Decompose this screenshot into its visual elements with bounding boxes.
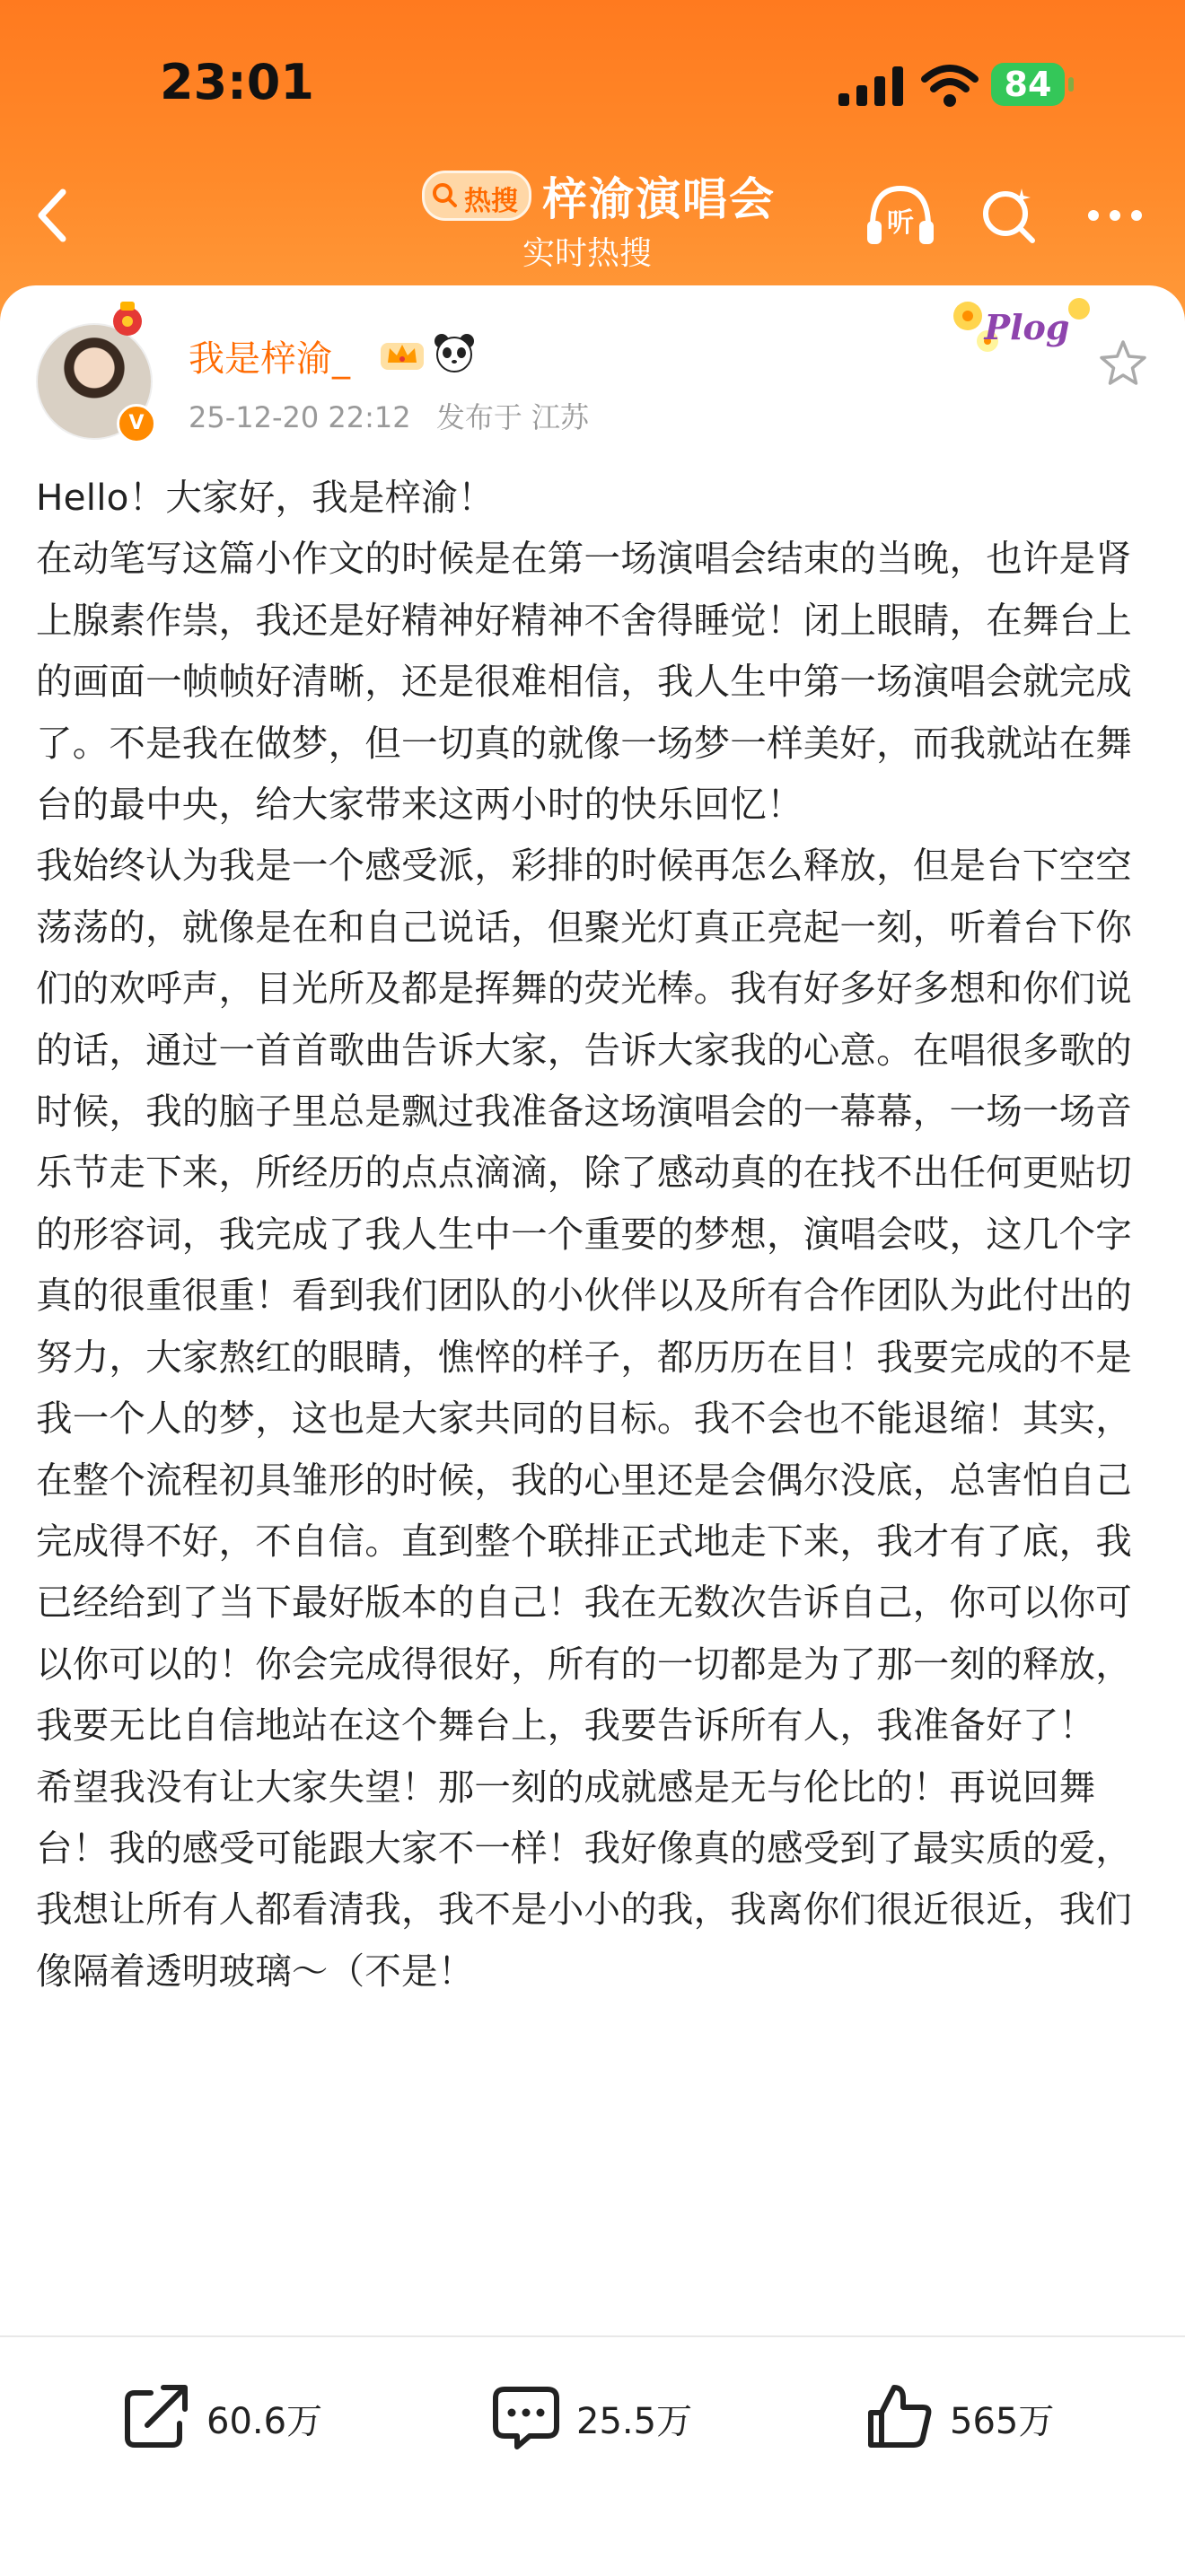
share-count: 60.6万: [206, 2401, 323, 2442]
battery-tip: [1068, 77, 1074, 92]
username[interactable]: 我是梓渝_: [189, 338, 350, 380]
page-title: 梓渝演唱会: [542, 173, 776, 225]
post-paragraph: Hello！大家好，我是梓渝！: [36, 476, 495, 519]
comment-icon: [490, 2380, 562, 2452]
search-small-icon: [430, 180, 459, 209]
star-icon[interactable]: [1097, 337, 1149, 390]
text-fade: [0, 2298, 1185, 2334]
comment-button[interactable]: [490, 2377, 715, 2458]
avatar[interactable]: [36, 323, 153, 440]
wifi-icon: [921, 63, 979, 108]
battery-icon: 84: [991, 63, 1065, 106]
vip-icon: V: [117, 404, 156, 443]
avatar-decoration-icon: [101, 298, 154, 343]
panda-icon[interactable]: [431, 330, 478, 373]
back-icon[interactable]: [23, 180, 86, 251]
hot-search-badge: [422, 171, 531, 221]
search-icon[interactable]: [977, 180, 1041, 251]
signal-icon: [838, 66, 903, 106]
like-count: 565万: [950, 2401, 1055, 2442]
headphones-icon[interactable]: [864, 180, 937, 251]
post-date: 25-12-20 22:12: [189, 400, 411, 434]
like-icon: [864, 2380, 935, 2452]
hot-badge-label: 热搜: [464, 186, 518, 217]
crown-icon[interactable]: [377, 330, 427, 373]
action-bar: [0, 2335, 1185, 2576]
page-subtitle: 实时热搜: [522, 235, 653, 272]
comment-count: 25.5万: [576, 2401, 693, 2442]
post-body: [36, 467, 1153, 2334]
post-paragraph: 希望我没有让大家失望！那一刻的成就感是无与伦比的！再说回舞台！我的感受可能跟大家不一样！我好像真的感受到了最实质的爱，我想让所有人都看清我，我不是小小的我，我离你们很近很近，我们像隔着透明玻璃～（不是！: [36, 1765, 1132, 1993]
plog-sticker: [944, 289, 1104, 361]
plog-label: Plog: [984, 307, 1070, 347]
post-meta: [189, 395, 605, 436]
like-button[interactable]: [864, 2377, 1088, 2458]
share-icon: [120, 2380, 192, 2452]
listen-label: 听: [887, 207, 914, 239]
post-paragraph: 我始终认为我是一个感受派，彩排的时候再怎么释放，但是台下空空荡荡的，就像是在和自己说话，但聚光灯真正亮起一刻，听着台下你们的欢呼声，目光所及都是挥舞的荧光棒。我有好多好多想和你们说的话，通过一首首歌曲告诉大家，告诉大家我的心意。在唱很多歌的时候，我的脑子里总是飘过我准备这场演唱会的一幕幕，一场一场音乐节走下来，所经历的点点滴滴，除了感动真的在找不出任何更贴切的形容词，我完成了我人生中一个重要的梦想，演唱会哎，这几个字真的很重很重！看到我们团队的小伙伴以及所有合作团队为此付出的努力，大家熬红的眼睛，憔悴的样子，都历历在目！我要完成的不是我一个人的梦，这也是大家共同的目标。我不会也不能退缩！其实，在整个流程初具雏形的时候，我的心里还是会偶尔没底，总害怕自己完成得不好，不自信。直到整个联排正式地走下来，我才有了底，我已经给到了当下最好版本的自己！我在无数次告诉自己，你可以你可以你可以的！你会完成得很好，所有的一切都是为了那一刻的释放，我要无比自信地站在这个舞台上，我要告诉所有人，我准备好了！: [36, 844, 1132, 1748]
post-location: 发布于 江苏: [435, 400, 589, 434]
status-time: 23:01: [160, 54, 314, 110]
status-bar: [0, 0, 1185, 171]
more-icon[interactable]: [1083, 180, 1147, 251]
post-paragraph: 在动笔写这篇小作文的时候是在第一场演唱会结束的当晚，也许是肾上腺素作祟，我还是好精神好精神不舍得睡觉！闭上眼睛，在舞台上的画面一帧帧好清晰，还是很难相信，我人生中第一场演唱会就完成了。不是我在做梦，但一切真的就像一场梦一样美好，而我就站在舞台的最中央，给大家带来这两小时的快乐回忆！: [36, 537, 1132, 827]
share-button[interactable]: [120, 2377, 345, 2458]
nav-bar: [0, 153, 1185, 287]
